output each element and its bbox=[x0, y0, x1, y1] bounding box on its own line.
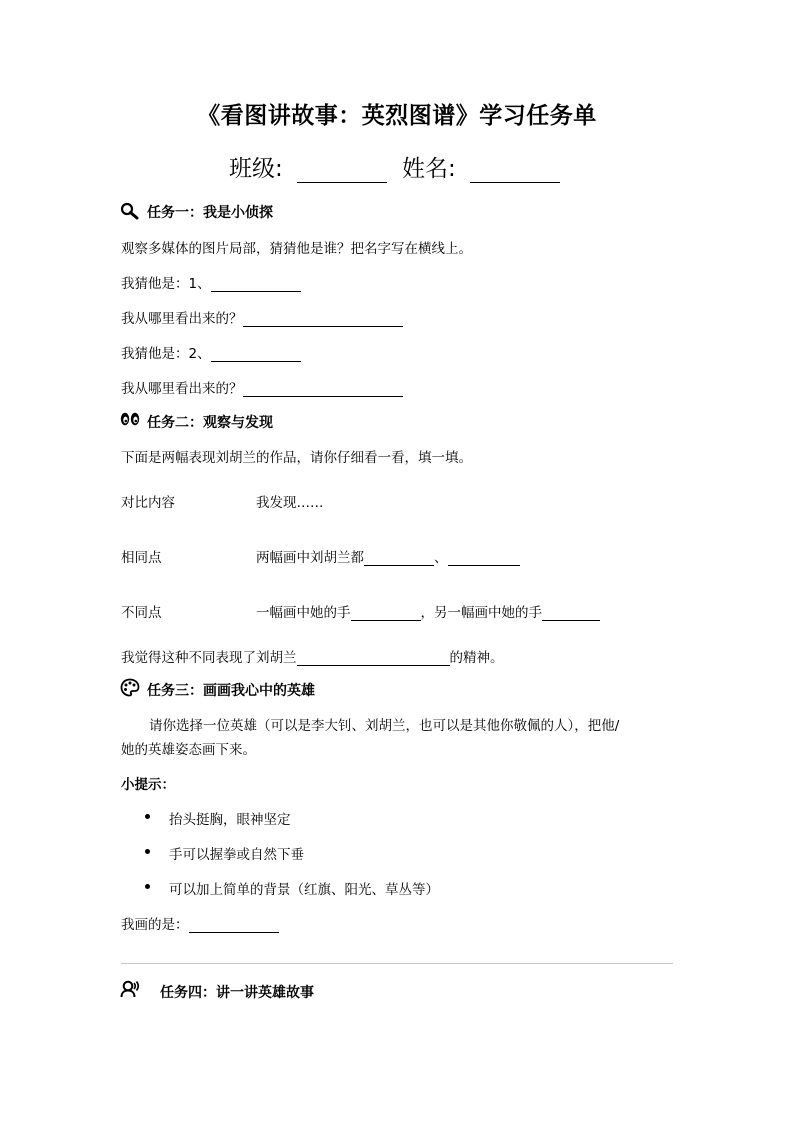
how2-label: 我从哪里看出来的？ bbox=[121, 381, 243, 397]
palette-icon bbox=[120, 678, 140, 697]
task3-para-line1: 请你选择一位英雄（可以是李大钊、刘胡兰，也可以是其他你敬佩的人），把他/ bbox=[149, 718, 620, 734]
guess2-blank[interactable] bbox=[211, 347, 301, 362]
col2-header: 我发现…… bbox=[256, 495, 324, 511]
name-field bbox=[402, 150, 560, 183]
diff-text-2: ，另一幅画中她的手 bbox=[420, 605, 542, 621]
conclusion-row bbox=[121, 646, 504, 666]
drawing-blank[interactable] bbox=[189, 918, 279, 933]
speaker-icon bbox=[120, 980, 140, 998]
task3-heading: 任务三：画画我心中的英雄 bbox=[147, 683, 315, 699]
conclusion-blank[interactable] bbox=[297, 651, 450, 666]
same-label: 相同点 bbox=[121, 550, 162, 566]
class-blank[interactable] bbox=[297, 156, 387, 183]
drawing-row bbox=[121, 913, 279, 933]
diff-row bbox=[256, 601, 600, 621]
name-blank[interactable] bbox=[470, 156, 560, 183]
guess2-label: 我猜他是：2、 bbox=[121, 346, 211, 362]
same-row bbox=[256, 546, 520, 566]
task1-how2 bbox=[121, 377, 403, 397]
tip-item: 可以加上简单的背景（红旗、阳光、草丛等） bbox=[169, 882, 439, 898]
conclusion-text-b: 的精神。 bbox=[449, 650, 504, 666]
how1-label: 我从哪里看出来的？ bbox=[121, 311, 243, 327]
diff-text-1: 一幅画中她的手 bbox=[256, 605, 351, 621]
task1-intro: 观察多媒体的图片局部，猜猜他是谁？把名字写在横线上。 bbox=[121, 241, 472, 257]
conclusion-text-a: 我觉得这种不同表现了刘胡兰 bbox=[121, 650, 297, 666]
eyes-icon bbox=[120, 411, 140, 427]
tip-item: 抬头挺胸，眼神坚定 bbox=[169, 812, 291, 828]
class-field bbox=[229, 150, 387, 183]
how1-blank[interactable] bbox=[243, 312, 403, 327]
tip-label: 小提示： bbox=[121, 777, 175, 793]
tip-item: 手可以握拳或自然下垂 bbox=[169, 847, 304, 863]
tip-bullet bbox=[145, 814, 150, 819]
task2-intro: 下面是两幅表现刘胡兰的作品，请你仔细看一看，填一填。 bbox=[121, 450, 472, 466]
task1-guess2 bbox=[121, 342, 301, 362]
name-label: 姓名: bbox=[402, 156, 456, 182]
diff-blank-1[interactable] bbox=[351, 606, 421, 621]
task1-how1 bbox=[121, 307, 403, 327]
how2-blank[interactable] bbox=[243, 382, 403, 397]
same-sep: 、 bbox=[434, 550, 448, 566]
drawing-label: 我画的是： bbox=[121, 917, 189, 933]
tip-bullet bbox=[145, 849, 150, 854]
class-label: 班级: bbox=[229, 156, 283, 182]
same-blank-1[interactable] bbox=[364, 551, 434, 566]
task1-guess1 bbox=[121, 272, 301, 292]
same-text: 两幅画中刘胡兰都 bbox=[256, 550, 364, 566]
col1-header: 对比内容 bbox=[121, 495, 175, 511]
section-divider bbox=[121, 963, 673, 964]
task3-para-line2: 她的英雄姿态画下来。 bbox=[121, 742, 256, 758]
task4-heading: 任务四：讲一讲英雄故事 bbox=[160, 985, 314, 1001]
tip-bullet bbox=[145, 884, 150, 889]
magnifier-icon bbox=[120, 202, 140, 220]
task2-heading: 任务二：观察与发现 bbox=[147, 415, 273, 431]
diff-label: 不同点 bbox=[121, 605, 162, 621]
guess1-blank[interactable] bbox=[211, 277, 301, 292]
diff-blank-2[interactable] bbox=[542, 606, 600, 621]
guess1-label: 我猜他是：1、 bbox=[121, 276, 211, 292]
task1-heading: 任务一：我是小侦探 bbox=[147, 205, 273, 221]
same-blank-2[interactable] bbox=[448, 551, 520, 566]
page-title: 《看图讲故事：英烈图谱》学习任务单 bbox=[197, 103, 597, 129]
